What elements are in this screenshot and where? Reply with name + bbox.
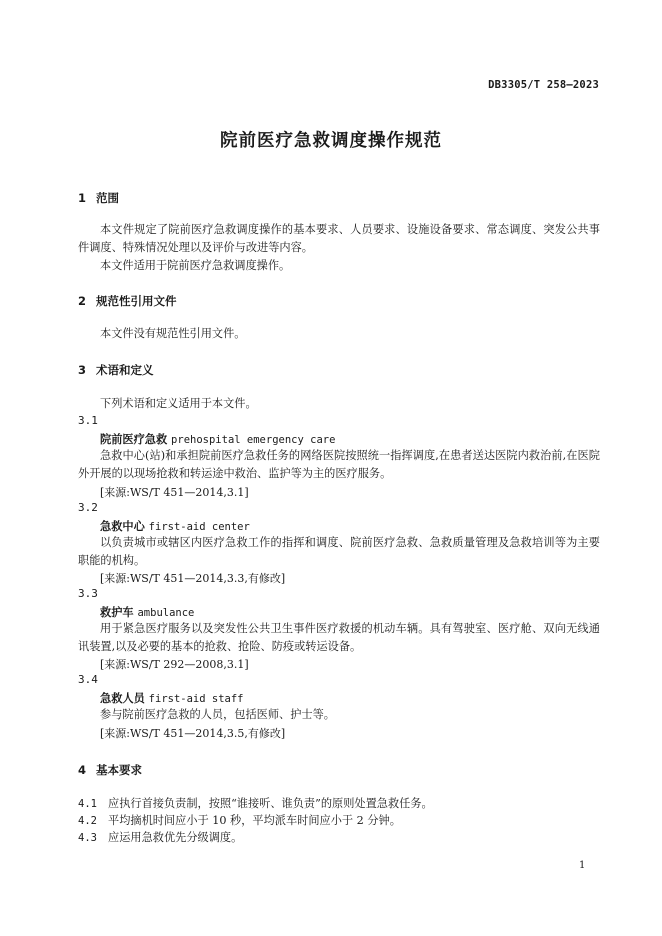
term-chinese: 院前医疗急救 bbox=[100, 433, 168, 446]
document-code: DB3305/T 258—2023 bbox=[488, 79, 599, 91]
section-number: 3 bbox=[78, 363, 87, 377]
term-number: 3.1 bbox=[78, 414, 98, 427]
term-chinese: 急救中心 bbox=[100, 520, 145, 533]
section-number: 1 bbox=[78, 191, 87, 205]
term-chinese: 急救人员 bbox=[100, 692, 145, 705]
normative-references-paragraph: 本文件没有规范性引用文件。 bbox=[100, 327, 246, 340]
term-definition: 用于紧急医疗服务以及突发性公共卫生事件医疗救援的机动车辆。具有驾驶室、医疗舱、双向无线通讯装置,以及必要的基本的抢救、抢险、防疫或转运设备。 bbox=[78, 622, 600, 653]
term-source: [来源:WS/T 451—2014,3.3,有修改] bbox=[100, 572, 286, 585]
clause-text: 平均摘机时间应小于 10 秒，平均派车时间应小于 2 分钟。 bbox=[108, 814, 401, 827]
term-number: 3.3 bbox=[78, 587, 98, 600]
section-title: 规范性引用文件 bbox=[96, 294, 177, 308]
term-heading bbox=[100, 690, 244, 706]
term-source: [来源:WS/T 292—2008,3.1] bbox=[100, 658, 249, 671]
section-title: 基本要求 bbox=[96, 763, 142, 777]
clause-number: 4.2 bbox=[78, 815, 97, 827]
term-definition: 以负责城市或辖区内医疗急救工作的指挥和调度、院前医疗急救、急救质量管理及急救培训等为主要职能的机构。 bbox=[78, 536, 600, 567]
term-heading bbox=[100, 431, 335, 447]
clause-text: 应执行首接负责制，按照“谁接听、谁负责”的原则处置急救任务。 bbox=[108, 797, 433, 810]
page-number: 1 bbox=[579, 860, 586, 871]
clause-number: 4.3 bbox=[78, 832, 97, 844]
term-heading bbox=[100, 518, 250, 534]
term-source: [来源:WS/T 451—2014,3.1] bbox=[100, 486, 249, 499]
scope-paragraph: 本文件规定了院前医疗急救调度操作的基本要求、人员要求、设施设备要求、常态调度、突发公共事件调度、特殊情况处理以及评价与改进等内容。 bbox=[78, 223, 600, 254]
document-title: 院前医疗急救调度操作规范 bbox=[220, 131, 442, 151]
section-1-heading bbox=[78, 190, 119, 206]
section-2-heading bbox=[78, 293, 177, 309]
clause-number: 4.1 bbox=[78, 798, 97, 810]
section-title: 术语和定义 bbox=[96, 363, 154, 377]
term-heading bbox=[100, 604, 194, 620]
section-3-heading bbox=[78, 362, 154, 378]
scope-applicability-paragraph: 本文件适用于院前医疗急救调度操作。 bbox=[100, 259, 291, 272]
term-english: first-aid center bbox=[148, 521, 250, 533]
term-definition: 参与院前医疗急救的人员，包括医师、护士等。 bbox=[100, 708, 335, 721]
terms-intro-paragraph: 下列术语和定义适用于本文件。 bbox=[100, 397, 257, 410]
term-number: 3.2 bbox=[78, 501, 98, 514]
term-english: prehospital emergency care bbox=[171, 434, 336, 446]
term-english: ambulance bbox=[137, 607, 195, 619]
clause-item bbox=[78, 829, 242, 845]
clause-item bbox=[78, 795, 433, 811]
term-english: first-aid staff bbox=[148, 693, 244, 705]
term-source: [来源:WS/T 451—2014,3.5,有修改] bbox=[100, 727, 286, 740]
section-number: 2 bbox=[78, 294, 87, 308]
section-title: 范围 bbox=[96, 191, 119, 205]
section-4-heading bbox=[78, 762, 142, 778]
section-number: 4 bbox=[78, 763, 87, 777]
term-definition: 急救中心(站)和承担院前医疗急救任务的网络医院按照统一指挥调度,在患者送达医院内救治前,在医院外开展的以现场抢救和转运途中救治、监护等为主的医疗服务。 bbox=[78, 449, 600, 480]
term-chinese: 救护车 bbox=[100, 606, 134, 619]
term-number: 3.4 bbox=[78, 673, 98, 686]
clause-text: 应运用急救优先分级调度。 bbox=[108, 831, 243, 844]
clause-item bbox=[78, 812, 401, 828]
